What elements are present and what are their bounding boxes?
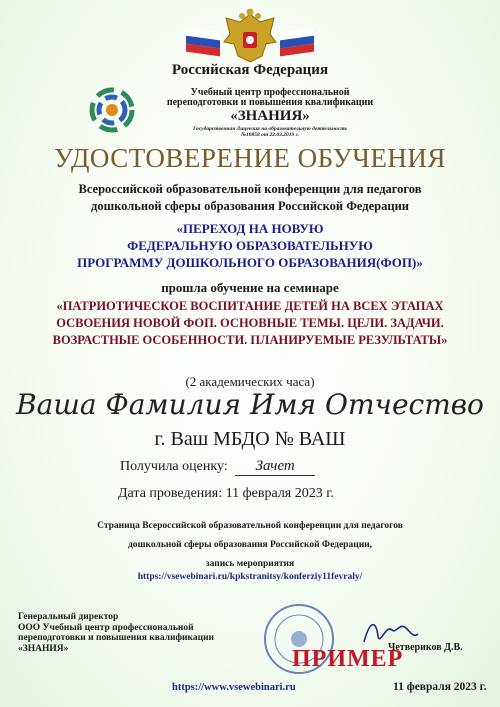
- russian-flag-right: [280, 28, 314, 57]
- org-license: [160, 126, 380, 138]
- topic-line3: ПРОГРАММУ ДОШКОЛЬНОГО ОБРАЗОВАНИЯ(ФОП)»: [77, 255, 423, 270]
- page-info: [0, 517, 500, 574]
- hours-text: (2 академических часа): [185, 374, 315, 389]
- topic-line1: «ПЕРЕХОД НА НОВУЮ: [176, 221, 324, 236]
- conference-title: [0, 181, 500, 215]
- grade-row: [120, 458, 315, 476]
- coat-of-arms-icon: [218, 8, 282, 68]
- license-line2: №10858 от 22.03.2019 г.: [240, 132, 300, 138]
- license-line1: Государственная Лицензия на образовательную деятельность: [192, 126, 348, 132]
- org-line2: переподготовки и повышения квалификации: [166, 97, 374, 108]
- event-record-link[interactable]: https://vsewebinari.ru/kpkstranitsy/konferziy11fevraly/: [137, 572, 363, 582]
- director-block: [18, 612, 214, 654]
- page-info-line2: дошкольной сферы образования Российской Федерации,: [127, 540, 373, 550]
- director-line1: Генеральный директор: [18, 612, 119, 622]
- sample-stamp: ПРИМЕР: [292, 646, 404, 672]
- conference-topic: [0, 220, 500, 271]
- seminar-line1: «ПАТРИОТИЧЕСКОЕ ВОСПИТАНИЕ ДЕТЕЙ НА ВСЕХ ЭТАПАХ: [56, 299, 444, 313]
- conference-line2: дошкольной сферы образования Российской Федерации: [91, 199, 409, 213]
- conference-line1: Всероссийской образовательной конференции для педагогов: [78, 182, 422, 196]
- document-title: УДОСТОВЕРЕНИЕ ОБУЧЕНИЯ: [54, 143, 446, 173]
- grade-label: Получила оценку:: [120, 459, 228, 474]
- director-line4: «ЗНАНИЯ»: [18, 643, 69, 654]
- page-info-line3: запись мероприятия: [205, 559, 295, 569]
- grade-value: Зачет: [235, 458, 315, 476]
- director-line3: переподготовки и повышения квалификации: [18, 633, 215, 643]
- seminar-line3: ВОЗРАСТНЫЕ ОСОБЕННОСТИ. ПЛАНИРУЕМЫЕ РЕЗУЛЬТАТЫ»: [52, 333, 448, 347]
- znaniya-logo-icon: [88, 86, 136, 134]
- seminar-title: [0, 298, 500, 349]
- country-title: Российская Федерация: [171, 62, 329, 78]
- topic-line2: ФЕДЕРАЛЬНУЮ ОБРАЗОВАТЕЛЬНУЮ: [127, 238, 373, 253]
- issue-date: 11 февраля 2023 г.: [393, 681, 487, 693]
- date-line: Дата проведения: 11 февраля 2023 г.: [118, 486, 334, 501]
- director-name: Четвериков Д.В.: [388, 642, 463, 653]
- org-line1: Учебный центр профессиональной: [190, 87, 350, 98]
- org-name: «ЗНАНИЯ»: [230, 108, 310, 124]
- page-info-line1: Страница Всероссийской образовательной конференции для педагогов: [97, 521, 403, 531]
- website-link[interactable]: https://www.vsewebinari.ru: [172, 682, 296, 693]
- russian-flag-left: [186, 28, 220, 57]
- person-name: Ваша Фамилия Имя Отчество: [16, 388, 484, 421]
- place-text: г. Ваш МБДО № ВАШ: [154, 428, 346, 450]
- seminar-intro: прошла обучение на семинаре: [161, 280, 339, 295]
- seminar-line2: ОСВОЕНИЯ НОВОЙ ФОП. ОСНОВНЫЕ ТЕМЫ. ЦЕЛИ. ЗАДАЧИ.: [56, 316, 444, 330]
- director-line2: ООО Учебный центр профессиональной: [18, 622, 194, 633]
- org-header: [140, 88, 400, 124]
